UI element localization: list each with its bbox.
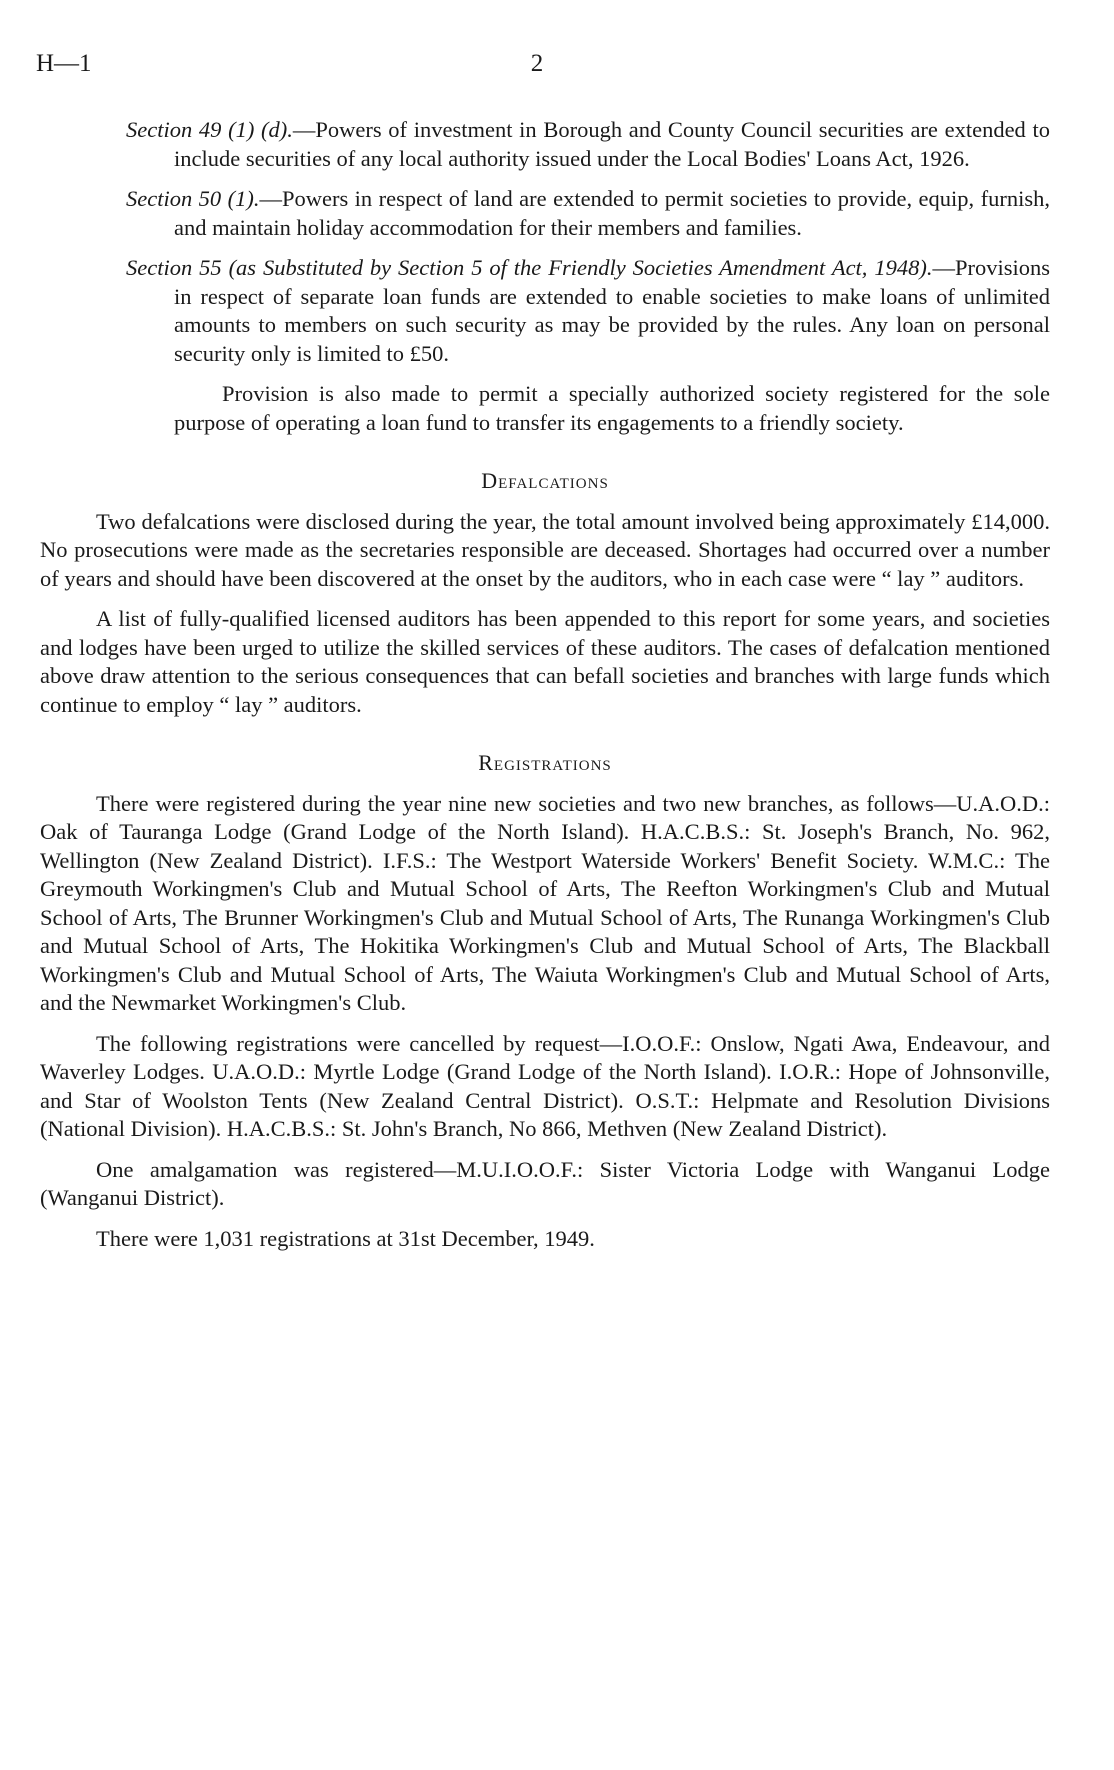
section-reference: Section 49 (1) (d). — [126, 117, 293, 142]
page-body — [40, 116, 1050, 1265]
section-reference: Section 50 (1). — [126, 186, 260, 211]
defalcations-paragraph-2: A list of fully-qualified licensed auditors has been appended to this report for some years, and societies and lodges have been urged to utilize the skilled services of these auditors. The cases of defalcation mentioned above draw attention to the serious consequences that can befall societies and branches with large funds which continue to employ “ lay ” auditors. — [40, 606, 1050, 717]
running-header — [36, 50, 1078, 90]
registrations-paragraph-2: The following registrations were cancelled by request—I.O.O.F.: Onslow, Ngati Awa, Endeavour, and Waverley Lodges. U.A.O.D.: Myrtle Lodge (Grand Lodge of the North Island). I.O.R.: Hope of Johnsonville, and Star of Woolston Tents (New Zealand Central District). O.S.T.: Helpmate and Resolution Divisions (National Division). H.A.C.B.S.: St. John's Branch, No 866, Methven (New Zealand District). — [40, 1030, 1050, 1141]
section-55-followup-paragraph: Provision is also made to permit a specially authorized society registered for the sole purpose of operating a loan fund to transfer its engagements to a friendly society. — [174, 381, 1050, 435]
registrations-paragraph-3: One amalgamation was registered—M.U.I.O.O.F.: Sister Victoria Lodge with Wanganui Lodge (Wanganui District). — [40, 1156, 1050, 1210]
section-55-paragraph — [40, 254, 1050, 368]
section-49-paragraph — [40, 116, 1050, 173]
section-reference: Section 55 (as Substituted by Section 5 of the Friendly Societies Amendment Act, 1948). — [126, 255, 933, 280]
section-text: —Powers of investment in Borough and County Council securities are extended to include securities of any local authority issued under the Local Bodies' Loans Act, 1926. — [174, 117, 1050, 171]
registrations-heading: Registrations — [478, 750, 612, 775]
registrations-paragraph-1: There were registered during the year nine new societies and two new branches, as follows—U.A.O.D.: Oak of Tauranga Lodge (Grand Lodge of the North Island). H.A.C.B.S.: St. Joseph's Branch, No. 962, Wellington (New Zealand District). I.F.S.: The Westport Waterside Workers' Benefit Society. W.M.C.: The Greymouth Workingmen's Club and Mutual School of Arts, The Reefton Workingmen's Club and Mutual School of Arts, The Brunner Workingmen's Club and Mutual School of Arts, The Runanga Workingmen's Club and Mutual School of Arts, The Hokitika Workingmen's Club and Mutual School of Arts, The Blackball Workingmen's Club and Mutual School of Arts, The Waiuta Workingmen's Club and Mutual School of Arts, and the Newmarket Workingmen's Club. — [40, 790, 1050, 1015]
section-text: —Provisions in respect of separate loan funds are extended to enable societies to make loans of unlimited amounts to members on such security as may be provided by the rules. Any loan on personal security only is limited to £50. — [174, 255, 1050, 366]
registrations-paragraph-4: There were 1,031 registrations at 31st December, 1949. — [96, 1225, 595, 1251]
defalcations-heading: Defalcations — [481, 468, 609, 493]
defalcations-paragraph-1: Two defalcations were disclosed during the year, the total amount involved being approximately £14,000. No prosecutions were made as the secretaries responsible are deceased. Shortages had occurred over a number of years and should have been discovered at the onset by the auditors, who in each case were “ lay ” auditors. — [40, 508, 1050, 591]
section-text: —Powers in respect of land are extended to permit societies to provide, equip, furnish, and maintain holiday accommodation for their members and families. — [174, 186, 1050, 240]
page-number: 2 — [530, 50, 544, 77]
section-50-paragraph — [40, 185, 1050, 242]
document-code: H—1 — [36, 50, 92, 77]
